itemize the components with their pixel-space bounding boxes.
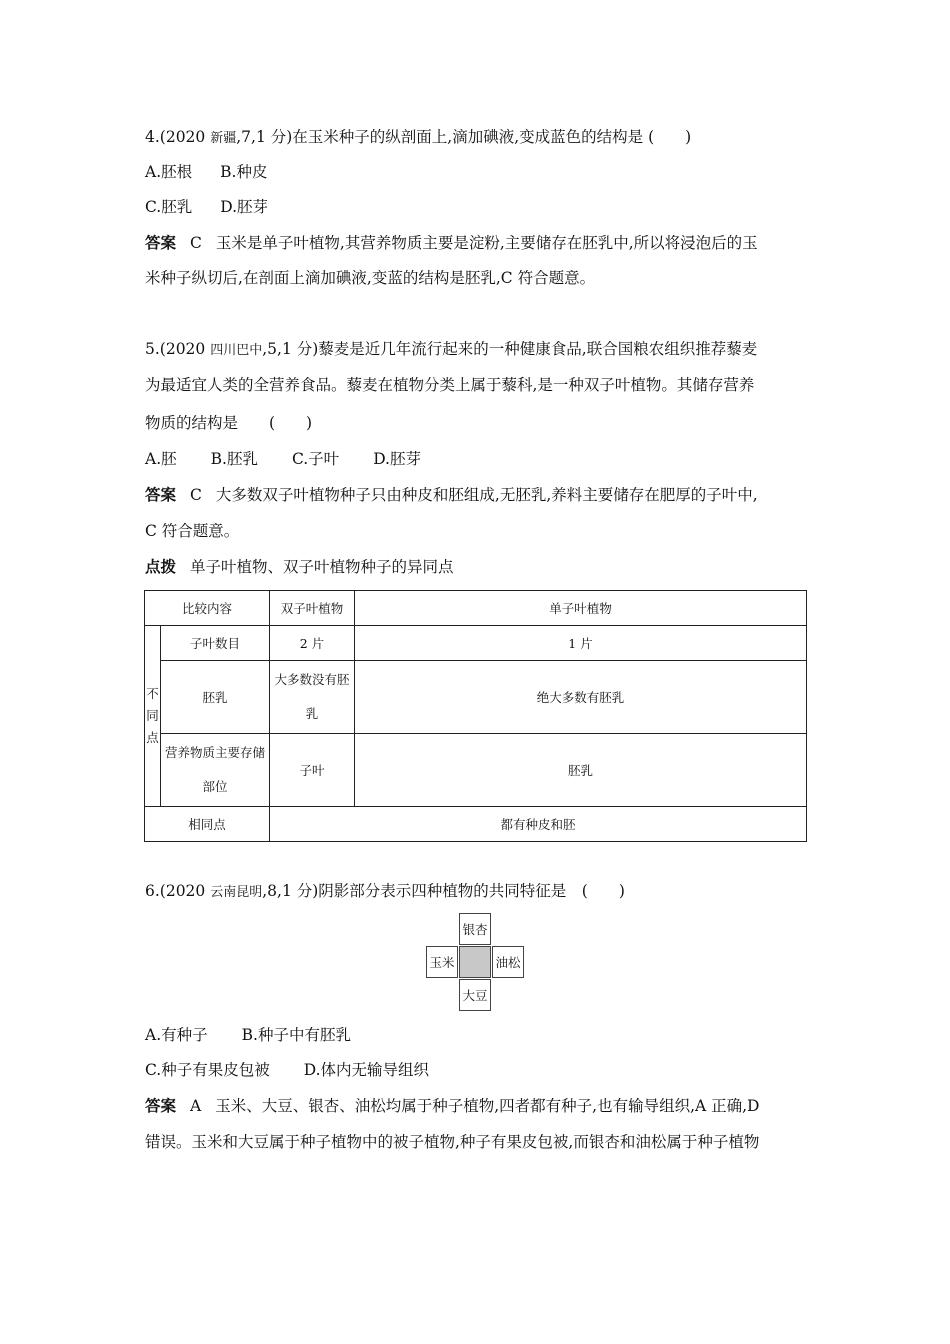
q6-answer <box>145 1096 759 1116</box>
venn-cross-diagram <box>426 913 524 1011</box>
q6-source: 云南昆明 <box>210 885 263 900</box>
q5-tip <box>145 557 454 577</box>
q5-option-b: B.胚乳 <box>210 450 258 468</box>
row2-dicot-line1: 大多数没有胚 <box>274 672 350 687</box>
q4-options-row2 <box>145 197 268 217</box>
table-row <box>145 626 807 661</box>
same-text: 都有种皮和胚 <box>270 807 807 842</box>
q4-option-a: A.胚根 <box>145 163 193 181</box>
q4-answer-line2: 米种子纵切后,在剖面上滴加碘液,变蓝的结构是胚乳,C 符合题意。 <box>145 269 596 287</box>
q6-answer-text: 玉米、大豆、银杏、油松均属于种子植物,四者都有种子,也有输导组织,A 正确,D <box>215 1097 760 1115</box>
q4-text: ,7,1 分)在玉米种子的纵剖面上,滴加碘液,变成蓝色的结构是 ( ) <box>236 128 692 146</box>
q6-answer-line2: 错误。玉米和大豆属于种子植物中的被子植物,种子有果皮包被,而银杏和油松属于种子植物 <box>145 1133 760 1151</box>
q6-option-b: B.种子中有胚乳 <box>241 1026 351 1044</box>
q5-answer-line2: C 符合题意。 <box>145 522 240 540</box>
diff-char: 同 <box>146 708 159 723</box>
q6-stem <box>145 881 625 903</box>
tip-label: 点拨 <box>145 558 177 576</box>
table-row <box>145 661 807 734</box>
diff-label <box>145 626 161 807</box>
q5-source: 四川巴中 <box>210 343 263 358</box>
q5-answer-letter: C <box>190 486 202 504</box>
row2-dicot-line2: 乳 <box>305 706 319 721</box>
answer-label: 答案 <box>145 486 177 504</box>
q5-option-d: D.胚芽 <box>373 450 421 468</box>
row1-dicot: 2 片 <box>270 626 355 661</box>
diff-char: 点 <box>146 730 159 745</box>
q4-answer <box>145 233 758 253</box>
q5-option-a: A.胚 <box>145 450 177 468</box>
q6-options-row1 <box>145 1025 351 1045</box>
q6-answer-letter: A <box>190 1097 202 1115</box>
q4-option-d: D.胚芽 <box>220 198 269 216</box>
diagram-left: 玉米 <box>426 946 458 978</box>
q6-number: 6.(2020 <box>145 882 211 900</box>
q5-text: ,5,1 分)藜麦是近几年流行起来的一种健康食品,联合国粮农组织推荐藜麦 <box>262 340 758 358</box>
answer-label: 答案 <box>145 234 177 252</box>
tip-text: 单子叶植物、双子叶植物种子的异同点 <box>190 558 454 576</box>
diagram-bottom: 大豆 <box>459 979 491 1011</box>
row2-label: 胚乳 <box>161 661 270 734</box>
q6-option-a: A.有种子 <box>145 1026 208 1044</box>
q4-stem <box>145 127 691 149</box>
diff-char: 不 <box>146 686 159 701</box>
q5-stem-line3: 物质的结构是 ( ) <box>145 414 313 432</box>
row2-dicot <box>270 661 355 734</box>
q6-option-c: C.种子有果皮包被 <box>145 1061 270 1079</box>
q4-options-row1 <box>145 162 267 182</box>
row2-monocot: 绝大多数有胚乳 <box>355 661 807 734</box>
q4-source: 新疆 <box>210 131 237 146</box>
q4-option-b: B.种皮 <box>220 163 268 181</box>
q4-answer-letter: C <box>190 234 202 252</box>
q5-options <box>145 449 421 469</box>
diagram-shaded-center <box>459 946 491 978</box>
row3-label-line2: 部位 <box>202 779 228 794</box>
row1-monocot: 1 片 <box>355 626 807 661</box>
table-row <box>145 807 807 842</box>
q6-option-d: D.体内无输导组织 <box>303 1061 430 1079</box>
row3-label <box>161 734 270 807</box>
q4-answer-text: 玉米是单子叶植物,其营养物质主要是淀粉,主要储存在胚乳中,所以将浸泡后的玉 <box>215 234 758 252</box>
header-monocot: 单子叶植物 <box>355 591 807 626</box>
table-row <box>145 734 807 807</box>
q4-option-c: C.胚乳 <box>145 198 193 216</box>
row3-monocot: 胚乳 <box>355 734 807 807</box>
q5-option-c: C.子叶 <box>291 450 340 468</box>
header-compare: 比较内容 <box>145 591 270 626</box>
answer-label: 答案 <box>145 1097 177 1115</box>
q5-stem-line2: 为最适宜人类的全营养食品。藜麦在植物分类上属于藜科,是一种双子叶植物。其储存营养 <box>145 376 755 394</box>
comparison-table <box>144 590 807 842</box>
table-header-row <box>145 591 807 626</box>
q6-text: ,8,1 分)阴影部分表示四种植物的共同特征是 ( ) <box>262 882 625 900</box>
header-dicot: 双子叶植物 <box>270 591 355 626</box>
q4-number: 4.(2020 <box>145 128 211 146</box>
q5-answer-text: 大多数双子叶植物种子只由种皮和胚组成,无胚乳,养料主要储存在肥厚的子叶中, <box>215 486 758 504</box>
diagram-top: 银杏 <box>459 913 491 945</box>
q5-answer <box>145 485 758 505</box>
row3-label-line1: 营养物质主要存储 <box>164 745 265 760</box>
q5-stem <box>145 339 757 361</box>
row3-dicot: 子叶 <box>270 734 355 807</box>
q5-number: 5.(2020 <box>145 340 211 358</box>
same-label: 相同点 <box>145 807 270 842</box>
q6-options-row2 <box>145 1060 429 1080</box>
diagram-right: 油松 <box>492 946 524 978</box>
row1-label: 子叶数目 <box>161 626 270 661</box>
